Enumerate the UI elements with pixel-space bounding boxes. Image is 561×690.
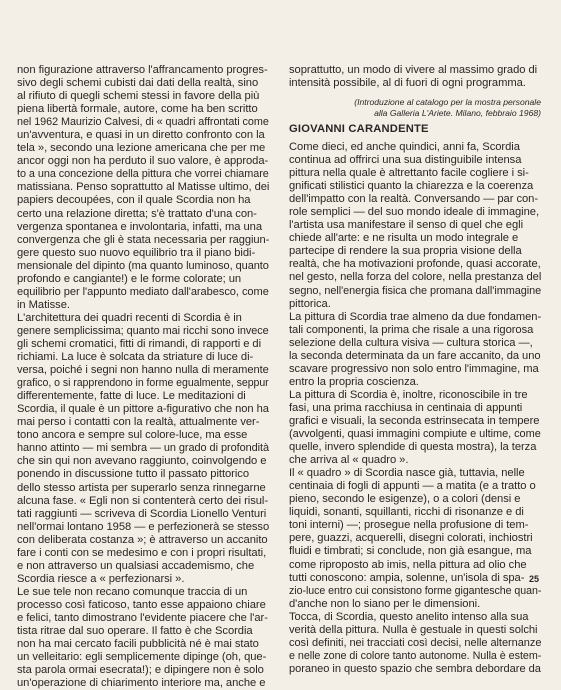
- text-line: dell'impatto con la realtà. Conversando — par con-: [289, 193, 539, 206]
- text-line: vergenza spontanea e involontaria, infatti, ma una: [17, 220, 263, 233]
- text-line: e nelle zone di colore tanto autonome. Nulla è estem-: [289, 649, 542, 662]
- text-line: gnificati stilistici quanto la chiarezza e la coerenza: [289, 180, 534, 193]
- text-line: d'anche non lo siano per le dimensioni.: [289, 597, 481, 610]
- text-line: papiers decoupées, con il quale Scordia non ha: [17, 194, 251, 207]
- text-line: scavare progressivo non solo entro l'immagine, ma: [289, 362, 539, 375]
- text-line: (avvolgenti, quasi immagini compiute e ultime, come: [289, 428, 541, 441]
- text-line: grafici e visuali, la seconda estrinsecata in tempere: [289, 414, 540, 427]
- text-line: pittorica.: [289, 297, 331, 310]
- text-line: La pittura di Scordia è, inoltre, riconoscibile in tre: [289, 388, 528, 401]
- text-line: e felici, tanto dimostrano l'evidente piacere che l'ar-: [17, 611, 268, 624]
- text-line: hanno attinto — mi sembra — un grado di profondità: [17, 442, 270, 455]
- text-line: al rifiuto di quegli schemi stessi in favore della più: [17, 90, 260, 103]
- text-line: tali componenti, la prima che risale a una rigorosa: [289, 323, 534, 336]
- text-line: tista ritrae dal suo operare. Il fatto è che Scordia: [17, 625, 253, 638]
- text-line: profondo e cangiante!) e le forme colorate; un: [17, 272, 242, 285]
- text-line: mensionale del dipinto (ma quanto luminoso, quanto: [17, 259, 269, 272]
- text-line: mai perso i contatti con la realtà, attualmente ver-: [17, 416, 260, 429]
- text-line: entro la propria coscienza.: [289, 375, 419, 388]
- text-line: to a una concezione della pittura che vorrei chiamare: [17, 168, 269, 181]
- text-line: tela », secondo una lezione americana che per me: [17, 142, 266, 155]
- text-line: alcuna fase. « Egli non si contenterà certo dei risul-: [17, 494, 269, 507]
- text-line: un'avventura, e quasi in un diretto confronto con la: [17, 129, 265, 142]
- text-line: role semplici — del suo mondo ideale di immagine,: [289, 206, 540, 219]
- text-line: nell'ormai lontano 1958 — e perfezionerà se stesso: [17, 520, 270, 533]
- text-line: tutti conoscono: ampia, solenne, un'isola di spa-: [289, 571, 525, 584]
- text-line: zio-luce entro cui consistono forme gigantesche quan-: [289, 584, 542, 597]
- text-line: in Matisse.: [17, 298, 70, 311]
- text-line: sivo degli schemi cubisti dai dati della realtà, sino: [17, 77, 259, 90]
- text-line: ponendo in discussione tutto il passato pittorico: [17, 468, 250, 481]
- text-line: tati raggiunti — scriveva di Scordia Lionello Venturi: [17, 507, 267, 520]
- text-line: non ha mai cercato facili pubblicità né è mai stato: [17, 638, 259, 651]
- text-line: genere semplicissima; quanto mai ricchi sono invece: [17, 324, 269, 337]
- text-line: un'operazione di chiarimento interiore ma, anche e: [17, 677, 266, 690]
- text-line: La pittura di Scordia trae almeno da due fondamen-: [289, 310, 542, 323]
- text-line: Come dieci, ed anche quindici, anni fa, Scordia: [289, 141, 520, 153]
- text-line: verità della pittura. Nulla è gestuale in questi solchi: [289, 623, 538, 636]
- right-text-column: [289, 141, 541, 676]
- text-line: processo così faticoso, tanto esse appaiono chiare: [17, 598, 266, 611]
- left-text-column: [17, 64, 269, 690]
- text-line: pere, guazzi, acquerelli, disegni colorati, inchiostri: [289, 532, 533, 545]
- right-column-top-text: [289, 64, 541, 90]
- text-line: partecipe di rendere la sua propria visione della: [289, 245, 522, 258]
- text-line: ancor oggi non ha perduto il suo valore, è approda-: [17, 155, 269, 168]
- text-line: nel 1962 Maurizio Calvesi, di « quadri affrontati come: [17, 116, 269, 129]
- text-line: continua ad offrirci una sua distinguibile intensa: [289, 154, 522, 167]
- text-line: poraneo in questo spazio che sembra debordare da: [289, 662, 541, 675]
- text-line: pieno, secondo le esigenze), o a colori (densi e: [289, 493, 521, 506]
- text-line: equilibrio per l'appunto mediato dall'arabesco, come: [17, 285, 269, 298]
- text-line: gere questo suo nuovo equilibrio tra il piano bidi-: [17, 246, 256, 259]
- section-heading-author: GIOVANNI CARANDENTE: [289, 123, 429, 135]
- text-line: L'architettura dei quadri recenti di Scordia è in: [17, 311, 242, 324]
- text-line: liquidi, sonanti, squillanti, ricchi di risonanze e di: [289, 506, 524, 519]
- text-line: un velleitario: egli semplicemente dipinge (oh, que-: [17, 651, 267, 664]
- text-line: e non attraverso un qualsiasi accademismo, che: [17, 559, 255, 572]
- text-line: certo una relazione diretta; s'è trattato d'una con-: [17, 207, 257, 220]
- text-line: fasi, una prima racchiusa in centinaia di appunti: [289, 401, 523, 414]
- page-number: 25: [529, 574, 540, 584]
- text-line: pittura nella quale è altrettanto facile cogliere i si-: [289, 167, 529, 180]
- catalogue-caption: [296, 97, 541, 119]
- text-line: Scordia riesce a « perfezionarsi ».: [17, 572, 185, 585]
- text-line: Scordia, il quale è un pittore a-figurativo che non ha: [17, 403, 269, 416]
- text-line: che sin qui non avevano raggiunto, coinvolgendo e: [17, 455, 267, 468]
- text-line: matissiana. Penso soprattutto al Matisse ultimo, dei: [17, 181, 270, 194]
- text-line: versa, poiché i segni non hanno nulla di meramente: [17, 364, 269, 377]
- text-line: fluidi e timbrati; si conclude, non già esangue, ma: [289, 545, 532, 558]
- text-line: toni interni) —; prosegue nella profusione di tem-: [289, 519, 529, 532]
- text-line: fare i conti con se medesimo e con i propri risultati,: [17, 546, 267, 559]
- text-line: sta parola ormai esecrata!); e dipingere non è solo: [17, 664, 264, 677]
- text-line: realtà, che ha motivazioni profonde, quasi accorate,: [289, 258, 541, 271]
- text-line: non figurazione attraverso l'affrancamento progres-: [17, 64, 268, 76]
- text-line: nel gesto, nella forza del colore, nella prestanza del: [289, 271, 542, 284]
- text-line: Le sue tele non recano comunque traccia di un: [17, 585, 248, 598]
- text-line: selezione della cultura visiva — cultura storica —,: [289, 336, 533, 349]
- text-line: dello stesso artista per superarlo senza rinnegarne: [17, 481, 266, 494]
- text-line: quelle, invero splendide di questa mostra), la terza: [289, 441, 537, 454]
- text-line: come riproposto ab imis, nella pittura ad olio che: [289, 558, 527, 571]
- caption-line: alla Galleria L'Ariete. Milano, febbraio 1968): [374, 108, 541, 119]
- text-line: convergenza che gli è stata necessaria per raggiun-: [17, 233, 270, 246]
- text-line: centinaia di fogli di appunti — a matita (e a tratto o: [289, 480, 536, 493]
- text-line: grafico, o si rapprendono in forme egualmente, seppur: [17, 377, 269, 390]
- text-line: così definiti, nei tracciati così decisi, nelle alternanze: [289, 636, 542, 649]
- text-line: gli schemi cromatici, fitti di rimandi, di rapporti e di: [17, 337, 262, 350]
- text-line: differentemente, fatte di luce. Le meditazioni di: [17, 390, 246, 403]
- text-line: che arriva al « quadro ».: [289, 454, 409, 467]
- text-line: intensità possibile, al di fuori di ogni programma.: [289, 77, 526, 90]
- text-line: segno, nell'energia fisica che promana dall'immagine: [289, 284, 542, 297]
- text-line: richiami. La luce è solcata da striature di luce di-: [17, 351, 254, 364]
- text-line: chiede all'arte: e ne risulta un modo integrale e: [289, 232, 519, 245]
- text-line: soprattutto, un modo di vivere al massimo grado di: [289, 64, 538, 76]
- text-line: Il « quadro » di Scordia nasce già, tuttavia, nelle: [289, 467, 525, 480]
- text-line: piena libertà formale, autore, come ha ben scritto: [17, 103, 258, 116]
- text-line: con deliberata costanza »; è attraverso un accanito: [17, 533, 268, 546]
- text-line: la seconda determinata da un fare accanito, da uno: [289, 349, 541, 362]
- text-line: tono ancora e sempre sul colore-luce, ma esse: [17, 429, 248, 442]
- caption-line: (Introduzione al catalogo per la mostra personale: [354, 97, 541, 107]
- text-line: l'artista usa manifestare il senso di quel che egli: [289, 219, 524, 232]
- text-line: Tocca, di Scordia, questo anelito intenso alla sua: [289, 610, 529, 623]
